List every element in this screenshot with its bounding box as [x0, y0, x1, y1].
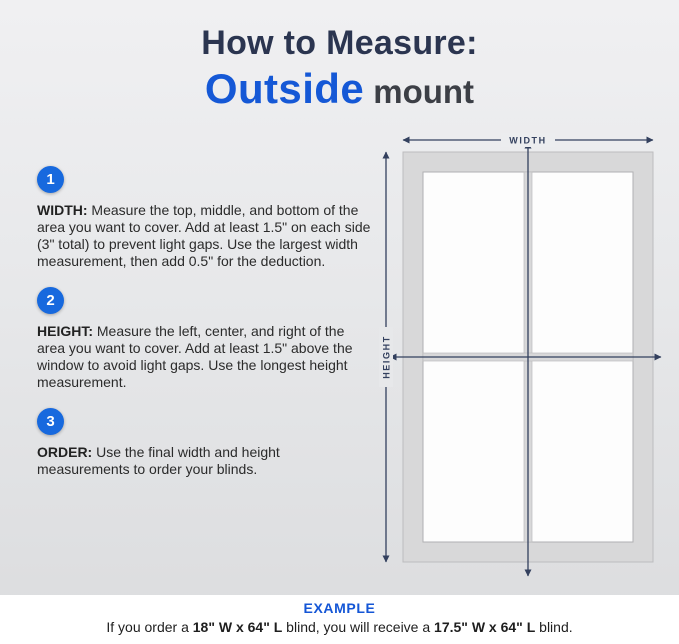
step-3-number-badge: 3 [37, 408, 64, 435]
example-text [0, 619, 679, 635]
step-1-number-badge: 1 [37, 166, 64, 193]
step-1-label: WIDTH: [37, 202, 88, 218]
step-1-body: Measure the top, middle, and bottom of the area you want to cover. Add at least 1.5" on each side (3" total) to prevent light gaps. Use the largest width measurement, then add 0.5" for the deduction. [37, 202, 371, 269]
example-section [0, 595, 679, 644]
title-outside-highlight: Outside [204, 65, 365, 112]
steps-list [37, 166, 371, 495]
example-text-part-1: If you order a [106, 619, 193, 635]
example-received-size: 17.5" W x 64" L [434, 619, 536, 635]
page-title [0, 24, 679, 113]
title-mount-text: mount [364, 73, 475, 110]
title-line-1: How to Measure: [201, 24, 478, 62]
step-1 [37, 166, 371, 270]
window-diagram-svg [376, 130, 672, 592]
window-diagram [376, 130, 672, 592]
step-2-number-badge: 2 [37, 287, 64, 314]
step-2-body: Measure the left, center, and right of the area you want to cover. Add at least 1.5" above the window to avoid light gaps. Use the longest height measurement. [37, 323, 353, 390]
height-label-group [379, 327, 393, 387]
example-heading: EXAMPLE [303, 600, 376, 616]
title-line-2 [0, 65, 679, 113]
example-ordered-size: 18" W x 64" L [192, 619, 283, 635]
width-label: WIDTH [509, 135, 547, 146]
example-text-part-2: blind, you will receive a [282, 619, 435, 635]
step-2-label: HEIGHT: [37, 323, 93, 339]
step-3-text [37, 444, 371, 478]
step-3 [37, 408, 371, 478]
step-2-text [37, 323, 371, 391]
step-2 [37, 287, 371, 391]
example-text-part-3: blind. [535, 619, 573, 635]
step-3-label: ORDER: [37, 444, 93, 460]
step-3-body: Use the final width and height measurements to order your blinds. [37, 444, 280, 477]
step-1-text [37, 202, 371, 270]
height-label: HEIGHT [381, 335, 392, 379]
